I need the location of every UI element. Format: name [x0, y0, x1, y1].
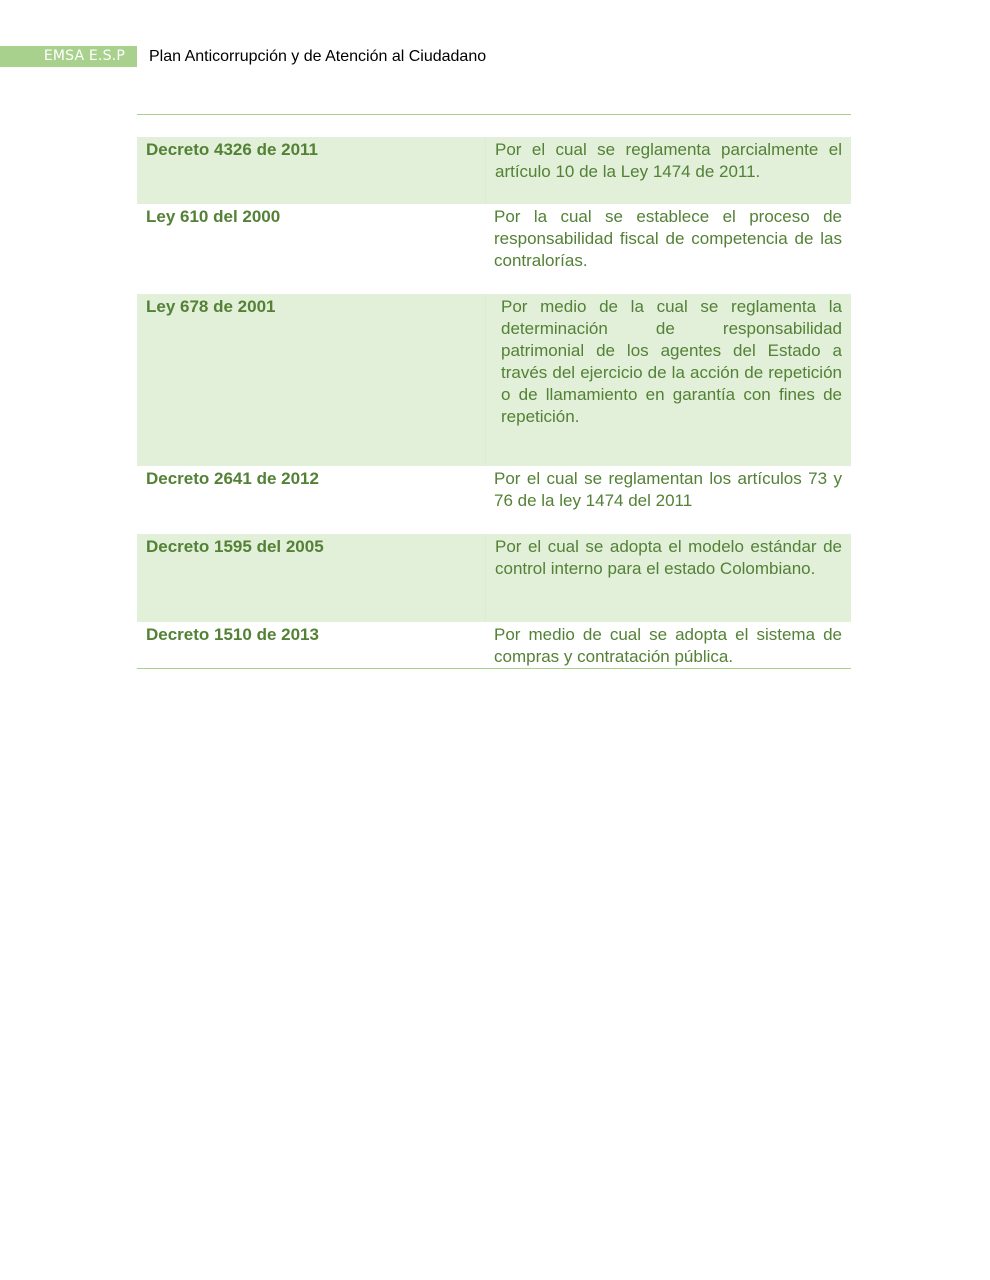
- regulation-name: Ley 610 del 2000: [146, 207, 281, 226]
- regulation-description: Por el cual se reglamentan los artículos 73 y 76 de la ley 1474 del 2011: [494, 469, 842, 510]
- table-row: [137, 466, 851, 534]
- table-row: [137, 622, 851, 668]
- regulations-table: [137, 137, 851, 669]
- regulation-description: Por medio de la cual se reglamenta la determinación de responsabilidad patrimonial de los agentes del Estado a través del ejercicio de la acción de repetición o de llamamiento en garantía con fines de repetición.: [485, 294, 851, 466]
- regulation-name: Ley 678 de 2001: [146, 297, 276, 316]
- regulation-description: Por medio de cual se adopta el sistema de compras y contratación pública.: [494, 625, 842, 666]
- document-title: Plan Anticorrupción y de Atención al Ciudadano: [149, 48, 487, 65]
- regulation-description: Por la cual se establece el proceso de responsabilidad fiscal de competencia de las contralorías.: [494, 207, 842, 270]
- table-row: [137, 137, 851, 204]
- table-row: [137, 204, 851, 294]
- regulation-description: Por el cual se reglamenta parcialmente el artículo 10 de la Ley 1474 de 2011.: [485, 137, 851, 204]
- header-divider: [137, 114, 851, 115]
- table-row: [137, 534, 851, 622]
- table-bottom-border: [137, 668, 851, 669]
- regulation-name: Decreto 4326 de 2011: [146, 140, 319, 159]
- table-row: [137, 294, 851, 466]
- regulation-name: Decreto 1595 del 2005: [146, 537, 324, 556]
- company-badge: EMSA E.S.P: [0, 46, 137, 67]
- regulation-name: Decreto 2641 de 2012: [146, 469, 319, 488]
- regulation-description: Por el cual se adopta el modelo estándar de control interno para el estado Colombiano.: [485, 534, 851, 622]
- regulation-name: Decreto 1510 de 2013: [146, 625, 319, 644]
